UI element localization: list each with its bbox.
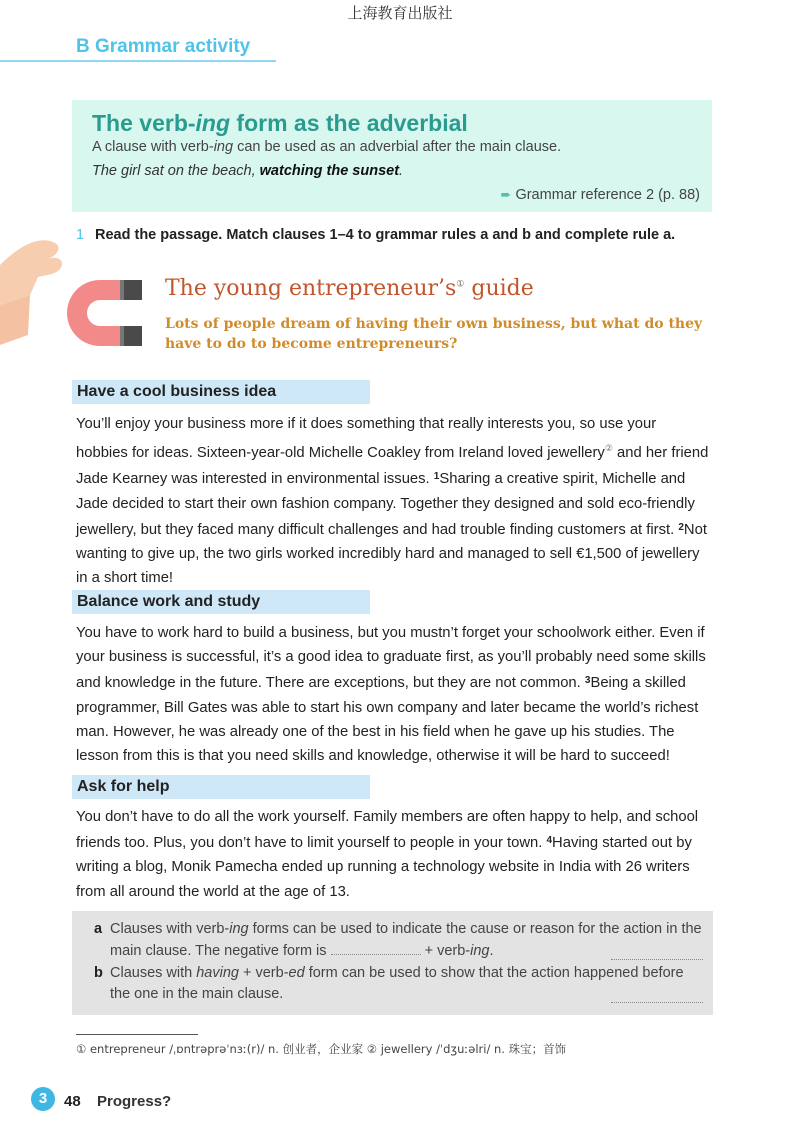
rule-a-label: a — [94, 921, 103, 937]
paragraph-business-idea: You’ll enjoy your business more if it does something that really interests you, so use your hobbies for ideas. Sixteen-year-old Michelle Coakley from Ireland loved jewellery② and her friend Jade Kearney was interested in environmental issues. $^1$Sharing a creative spirit, Michelle and Jade decided to start their own fashion company. Together they designed and sold eco-friendly jewellery, but they faced many difficult challenges and had trouble finding customers at first. $^2$Not wanting to give up, the two girls worked incredibly hard and managed to sell €1,500 of jewellery in a short time! — [76, 416, 709, 587]
footnote: ① entrepreneur /ˌɒntrəprəˈnɜː(r)/ n. 创业者，企业家 ② jewellery /ˈdʒuːəlri/ n. 珠宝；首饰 — [76, 1042, 567, 1056]
footnote-divider — [76, 1034, 198, 1035]
clause-marker: 2 — [678, 521, 684, 533]
rule-a-line1: Clauses with verb-ing forms can be used to indicate the cause or reason for the action in the — [110, 921, 702, 937]
task-instruction: Read the passage. Match clauses 1–4 to grammar rules a and b and complete rule a. — [95, 227, 676, 243]
publisher-name: 上海教育出版社 — [347, 4, 453, 22]
rule-a-line2: main clause. The negative form is + verb-ing. — [110, 943, 494, 959]
grammar-reference-link[interactable]: ➨ Grammar reference 2 (p. 88) — [500, 187, 700, 203]
paragraph-balance-work: You have to work hard to build a business, but you mustn’t forget your schoolwork either. Even if your business is successful, it’s a good idea to graduate first, as you’ll probably need some skills and knowledge in the future. There are exceptions, but they are not common. $^3$Being a skilled programmer, Bill Gates was able to start his own company and later became the world’s richest man. However, he was already one of the best in his field when he gave up his studies. The lesson from this is that you need skills and knowledge, otherwise it will be hard to succeed! — [76, 625, 706, 765]
subheading-ask-help: Ask for help — [77, 778, 170, 795]
rule-b-line1: Clauses with having + verb-ed form can be used to show that the action happened before — [110, 965, 684, 981]
grammar-heading: The verb-ing form as the adverbial — [92, 110, 468, 136]
arrow-right-icon: ➨ — [500, 187, 512, 202]
magnet-icon — [58, 270, 144, 356]
grammar-example: The girl sat on the beach, watching the sunset. — [92, 163, 404, 179]
clause-marker: 4 — [546, 835, 553, 847]
answer-blank-a[interactable] — [611, 958, 703, 960]
article-title: The young entrepreneur’s① guide — [165, 276, 534, 301]
clause-marker: 3 — [584, 675, 591, 687]
unit-badge: 3 — [31, 1087, 55, 1111]
section-title: B Grammar activity — [76, 36, 251, 57]
article-subtitle: Lots of people dream of having their own business, but what do they have to do to become entrepreneurs? — [165, 316, 703, 352]
clause-marker: 1 — [433, 471, 440, 483]
subheading-business-idea: Have a cool business idea — [77, 383, 277, 400]
subheading-balance-work: Balance work and study — [77, 593, 261, 610]
footnote-marker: ① — [456, 279, 465, 290]
paragraph-ask-help: You don’t have to do all the work yourself. Family members are often happy to help, and school friends too. Plus, you don’t have to limit yourself to people in your town. $^4$Having started out by writing a blog, Monik Pamecha ended up running a technology website in India with 26 writers from all around the world at the age of 13. — [76, 809, 699, 900]
task-number: 1 — [76, 227, 85, 243]
rule-b-label: b — [94, 965, 103, 981]
answer-blank-b[interactable] — [611, 1001, 703, 1003]
section-title-underline — [0, 60, 276, 62]
grammar-description: A clause with verb-ing can be used as an adverbial after the main clause. — [92, 139, 562, 155]
rule-b-line2: the one in the main clause. — [110, 986, 284, 1002]
unit-title: Progress? — [97, 1093, 172, 1110]
page-number: 48 — [64, 1093, 81, 1110]
fill-in-blank[interactable] — [331, 942, 421, 955]
